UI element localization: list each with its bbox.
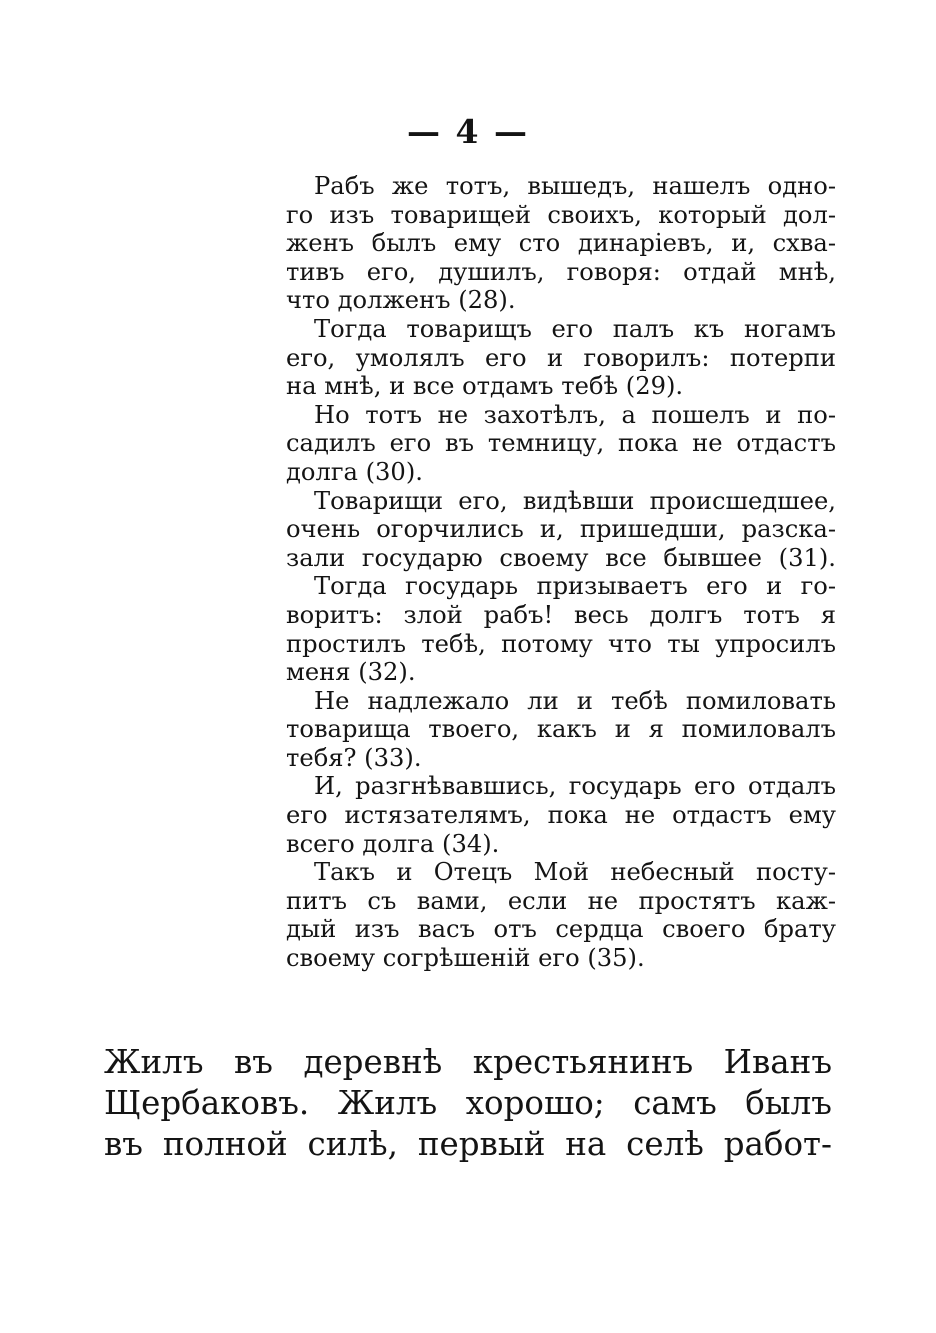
text-line: дый изъ васъ отъ сердца своего брату bbox=[286, 915, 836, 944]
text-line: го изъ товарищей своихъ, который дол- bbox=[286, 200, 836, 229]
text-line: въ полной силѣ, первый на селѣ работ- bbox=[104, 1125, 832, 1163]
text-line: всего долга (34). bbox=[286, 829, 500, 858]
verse-paragraph-31 bbox=[286, 487, 836, 573]
text-line: Жилъ въ деревнѣ крестьянинъ Иванъ bbox=[104, 1043, 832, 1081]
text-line: тивъ его, душилъ, говоря: отдай мнѣ, bbox=[286, 257, 836, 286]
text-line: зали государю своему все бывшее (31). bbox=[286, 543, 836, 572]
text-line: садилъ его въ темницу, пока не отдастъ bbox=[286, 429, 836, 458]
text-line: очень огорчились и, пришедши, разска- bbox=[286, 515, 836, 544]
text-line: его истязателямъ, пока не отдастъ ему bbox=[286, 801, 836, 830]
verse-paragraph-32 bbox=[286, 572, 836, 686]
text-line: Тогда товарищъ его палъ къ ногамъ bbox=[314, 314, 836, 343]
verse-paragraph-29 bbox=[286, 315, 836, 401]
text-line: Товарищи его, видѣвши происшедшее, bbox=[314, 486, 836, 515]
story-opening bbox=[104, 1042, 832, 1165]
text-line: долга (30). bbox=[286, 457, 423, 486]
verse-paragraph-33 bbox=[286, 687, 836, 773]
verse-paragraph-30 bbox=[286, 401, 836, 487]
text-line: что долженъ (28). bbox=[286, 286, 516, 315]
verse-block bbox=[286, 172, 836, 973]
text-line: товарища твоего, какъ и я помиловалъ bbox=[286, 715, 836, 744]
text-line: тебя? (33). bbox=[286, 743, 422, 772]
text-line: на мнѣ, и все отдамъ тебѣ (29). bbox=[286, 372, 684, 401]
text-line: его, умолялъ его и говорилъ: потерпи bbox=[286, 343, 836, 372]
text-line: Но тотъ не захотѣлъ, а пошелъ и по- bbox=[314, 400, 836, 429]
text-line: Щербаковъ. Жилъ хорошо; самъ былъ bbox=[104, 1084, 832, 1122]
text-line: Рабъ же тотъ, вышедъ, нашелъ одно- bbox=[314, 172, 836, 200]
verse-paragraph-35 bbox=[286, 858, 836, 972]
text-line: И, разгнѣвавшись, государь его отдалъ bbox=[314, 772, 836, 801]
text-line: своему согрѣшеній его (35). bbox=[286, 944, 645, 973]
text-line: Такъ и Отецъ Мой небесный посту- bbox=[314, 858, 836, 887]
text-line: простилъ тебѣ, потому что ты упросилъ bbox=[286, 629, 836, 658]
text-line: женъ былъ ему сто динаріевъ, и, схва- bbox=[286, 229, 836, 258]
text-line: Тогда государь призываетъ его и го- bbox=[314, 572, 836, 601]
text-line: меня (32). bbox=[286, 658, 416, 687]
verse-paragraph-34 bbox=[286, 772, 836, 858]
text-line: питъ съ вами, если не простятъ каж- bbox=[286, 886, 836, 915]
text-line: воритъ: злой рабъ! весь долгъ тотъ я bbox=[286, 600, 836, 629]
text-line: Не надлежало ли и тебѣ помиловать bbox=[314, 686, 836, 715]
verse-paragraph-28 bbox=[286, 172, 836, 315]
page-number: — 4 — bbox=[407, 112, 529, 151]
